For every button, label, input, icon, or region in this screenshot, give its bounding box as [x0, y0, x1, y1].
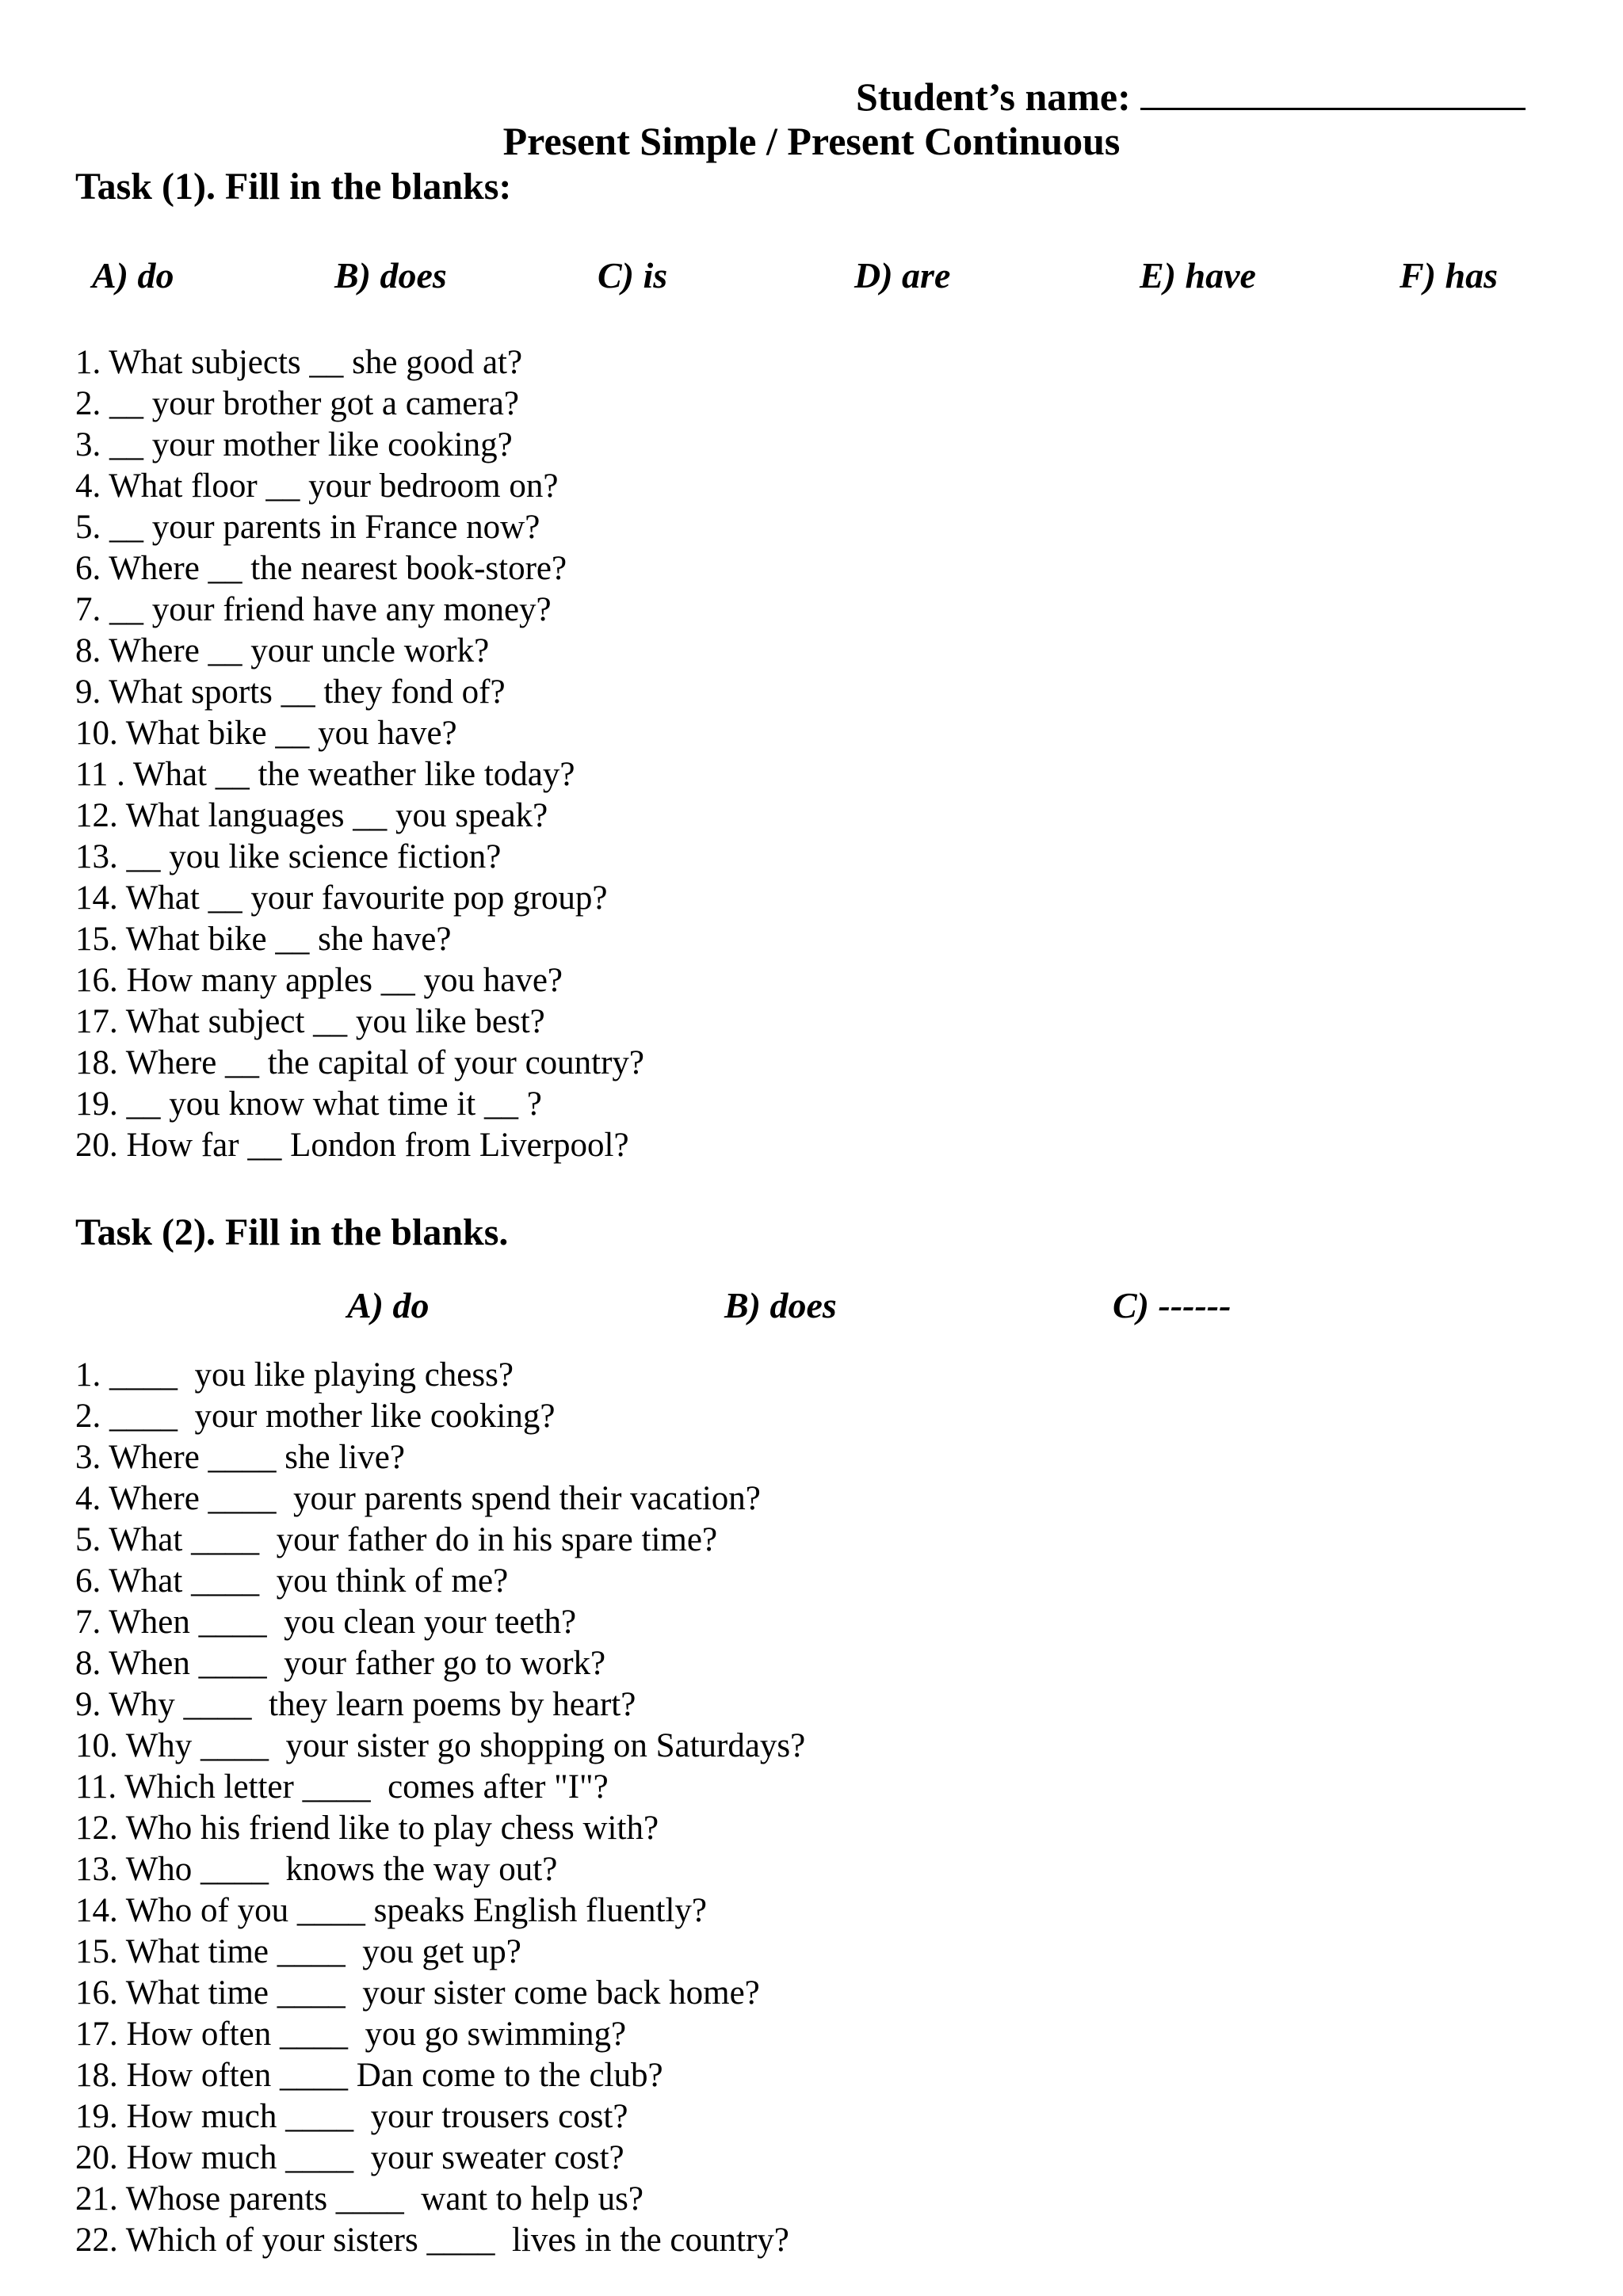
question-item: 19. __ you know what time it __ ?	[75, 1085, 542, 1123]
task1-option-a: A) do	[92, 255, 174, 296]
question-item: 16. How many apples __ you have?	[75, 962, 563, 999]
question-item: 13. __ you like science fiction?	[75, 838, 502, 875]
student-name-line	[856, 73, 1526, 120]
question-item: 5. __ your parents in France now?	[75, 509, 540, 546]
question-item: 7. __ your friend have any money?	[75, 591, 552, 628]
question-item: 10. What bike __ you have?	[75, 715, 457, 752]
question-item: 3. __ your mother like cooking?	[75, 426, 513, 463]
task2-heading: Task (2). Fill in the blanks.	[75, 1211, 509, 1253]
question-item: 18. How often ____ Dan come to the club?	[75, 2057, 663, 2094]
question-item: 5. What ____ your father do in his spare time?	[75, 1521, 718, 1558]
question-item: 12. What languages __ you speak?	[75, 797, 548, 834]
student-name-blank[interactable]	[1140, 76, 1526, 110]
question-item: 12. Who his friend like to play chess with?	[75, 1810, 659, 1847]
question-item: 2. ____ your mother like cooking?	[75, 1398, 556, 1435]
question-item: 17. How often ____ you go swimming?	[75, 2016, 627, 2053]
question-item: 11. Which letter ____ comes after "I"?	[75, 1768, 609, 1806]
question-item: 18. Where __ the capital of your country?	[75, 1044, 645, 1081]
question-item: 11 . What __ the weather like today?	[75, 756, 575, 793]
student-name-label: Student’s name:	[856, 74, 1131, 119]
question-item: 22. Which of your sisters ____ lives in the country?	[75, 2222, 789, 2259]
question-item: 13. Who ____ knows the way out?	[75, 1851, 558, 1888]
task1-option-d: D) are	[854, 255, 951, 296]
question-item: 17. What subject __ you like best?	[75, 1003, 545, 1040]
task1-heading: Task (1). Fill in the blanks:	[75, 166, 512, 208]
task1-option-b: B) does	[334, 255, 447, 296]
question-item: 8. Where __ your uncle work?	[75, 632, 490, 669]
question-item: 4. Where ____ your parents spend their vacation?	[75, 1480, 761, 1517]
task1-option-f: F) has	[1400, 255, 1498, 296]
task1-question-list	[75, 342, 644, 1166]
task2-question-list	[75, 1355, 805, 2261]
question-item: 1. What subjects __ she good at?	[75, 344, 523, 381]
task2-option-c: C) ------	[1113, 1285, 1232, 1325]
question-item: 20. How far __ London from Liverpool?	[75, 1127, 629, 1164]
question-item: 6. Where __ the nearest book-store?	[75, 550, 567, 587]
question-item: 4. What floor __ your bedroom on?	[75, 467, 559, 505]
task2-option-a: A) do	[347, 1285, 430, 1325]
question-item: 6. What ____ you think of me?	[75, 1562, 509, 1600]
question-item: 10. Why ____ your sister go shopping on Saturdays?	[75, 1727, 806, 1764]
question-item: 3. Where ____ she live?	[75, 1439, 405, 1476]
question-item: 15. What bike __ she have?	[75, 921, 452, 958]
question-item: 14. What __ your favourite pop group?	[75, 879, 608, 917]
question-item: 9. Why ____ they learn poems by heart?	[75, 1686, 636, 1723]
question-item: 7. When ____ you clean your teeth?	[75, 1604, 577, 1641]
worksheet-subtitle: Present Simple / Present Continuous	[502, 119, 1121, 163]
question-item: 15. What time ____ you get up?	[75, 1933, 521, 1970]
question-item: 19. How much ____ your trousers cost?	[75, 2098, 628, 2135]
question-item: 14. Who of you ____ speaks English fluently?	[75, 1892, 707, 1929]
question-item: 1. ____ you like playing chess?	[75, 1356, 514, 1394]
task1-option-e: E) have	[1140, 255, 1256, 296]
question-item: 2. __ your brother got a camera?	[75, 385, 519, 422]
question-item: 21. Whose parents ____ want to help us?	[75, 2180, 643, 2218]
question-item: 8. When ____ your father go to work?	[75, 1645, 606, 1682]
question-item: 9. What sports __ they fond of?	[75, 673, 506, 711]
question-item: 20. How much ____ your sweater cost?	[75, 2139, 624, 2176]
task1-option-c: C) is	[598, 255, 668, 296]
task2-option-b: B) does	[724, 1285, 837, 1325]
question-item: 16. What time ____ your sister come back home?	[75, 1974, 760, 2012]
